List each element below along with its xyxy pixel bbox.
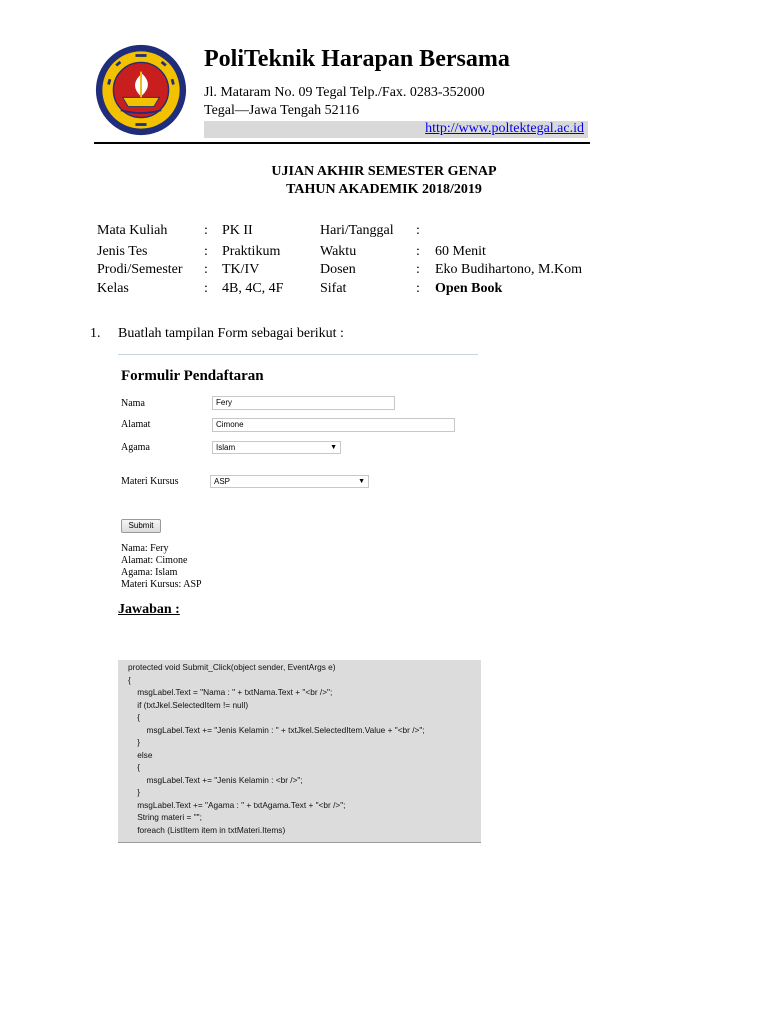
- info-value: Praktikum: [222, 244, 281, 259]
- info-label: Mata Kuliah: [97, 223, 168, 238]
- info-colon: :: [204, 262, 208, 277]
- info-colon: :: [416, 244, 420, 259]
- info-colon: :: [204, 281, 208, 296]
- info-colon: :: [416, 262, 420, 277]
- info-value: PK II: [222, 223, 253, 238]
- info-label: Hari/Tanggal: [320, 223, 394, 238]
- info-label: Dosen: [320, 262, 356, 277]
- agama-select[interactable]: [212, 441, 341, 454]
- info-label: Sifat: [320, 281, 347, 296]
- code-screenshot: [118, 660, 481, 843]
- info-value: Open Book: [435, 281, 503, 296]
- form-top-border: [118, 354, 478, 355]
- output-line: Alamat: Cimone: [121, 555, 188, 566]
- code-line: msgLabel.Text += "Jenis Kelamin : <br />";: [128, 775, 303, 785]
- materi-select[interactable]: [210, 475, 369, 488]
- code-line: msgLabel.Text += "Jenis Kelamin : " + txtJkel.SelectedItem.Value + "<br />";: [128, 725, 425, 735]
- info-label: Kelas: [97, 281, 129, 296]
- alamat-label: Alamat: [121, 419, 151, 430]
- form-title: Formulir Pendaftaran: [121, 368, 264, 384]
- info-colon: :: [416, 223, 420, 238]
- chevron-down-icon: ▼: [358, 478, 365, 485]
- materi-label: Materi Kursus: [121, 476, 179, 487]
- info-value: 60 Menit: [435, 244, 486, 259]
- info-colon: :: [416, 281, 420, 296]
- polytechnic-logo: [95, 44, 187, 136]
- output-line: Nama: Fery: [121, 543, 169, 554]
- alamat-input[interactable]: Cimone: [212, 418, 455, 432]
- info-label: Prodi/Semester: [97, 262, 183, 277]
- output-line: Materi Kursus: ASP: [121, 579, 202, 590]
- info-value: TK/IV: [222, 262, 260, 277]
- academic-year-title: TAHUN AKADEMIK 2018/2019: [286, 182, 482, 197]
- output-line: Agama: Islam: [121, 567, 178, 578]
- code-line: if (txtJkel.SelectedItem != null): [128, 700, 249, 710]
- info-value: Eko Budihartono, M.Kom: [435, 262, 582, 277]
- code-line: else: [128, 750, 153, 760]
- code-line: protected void Submit_Click(object sender, EventArgs e): [128, 662, 336, 672]
- agama-label: Agama: [121, 442, 150, 453]
- code-line: {: [128, 712, 140, 722]
- code-line: msgLabel.Text = "Nama : " + txtNama.Text + "<br />";: [128, 687, 333, 697]
- website-bar: [204, 121, 588, 138]
- code-line: String materi = "";: [128, 812, 202, 822]
- code-line: {: [128, 762, 140, 772]
- address-line-1: Jl. Mataram No. 09 Tegal Telp./Fax. 0283-352000: [204, 85, 485, 100]
- exam-title: UJIAN AKHIR SEMESTER GENAP: [271, 164, 497, 179]
- code-line: {: [128, 675, 131, 685]
- question-text: Buatlah tampilan Form sebagai berikut :: [118, 326, 344, 341]
- code-line: }: [128, 787, 140, 797]
- submit-button[interactable]: Submit: [121, 519, 161, 533]
- answer-label: Jawaban :: [118, 602, 180, 617]
- info-label: Waktu: [320, 244, 357, 259]
- code-line: msgLabel.Text += "Agama : " + txtAgama.Text + "<br />";: [128, 800, 346, 810]
- materi-selected-value: ASP: [214, 477, 231, 486]
- code-line: }: [128, 737, 140, 747]
- nama-input[interactable]: Fery: [212, 396, 395, 410]
- agama-selected-value: Islam: [216, 443, 236, 452]
- nama-label: Nama: [121, 398, 145, 409]
- info-colon: :: [204, 223, 208, 238]
- code-line: foreach (ListItem item in txtMateri.Items): [128, 825, 286, 835]
- website-link[interactable]: http://www.poltektegal.ac.id: [425, 121, 584, 136]
- info-colon: :: [204, 244, 208, 259]
- chevron-down-icon: ▼: [330, 444, 337, 451]
- institution-name: PoliTeknik Harapan Bersama: [204, 46, 510, 72]
- info-value: 4B, 4C, 4F: [222, 281, 284, 296]
- info-label: Jenis Tes: [97, 244, 148, 259]
- header-divider: [94, 142, 590, 144]
- question-number: 1.: [90, 326, 101, 341]
- address-line-2: Tegal—Jawa Tengah 52116: [204, 103, 360, 118]
